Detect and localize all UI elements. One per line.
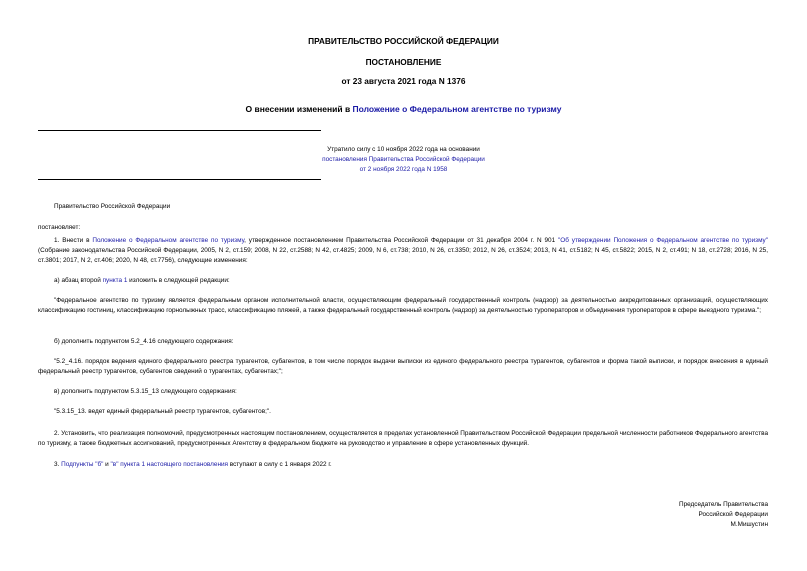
paragraph-a [38,276,768,286]
p3-text-a: 3. [54,461,62,468]
paragraph-1 [38,236,768,266]
p1-link-approval[interactable]: "Об утверждении Положения о Федеральном агентстве по туризму" [558,237,769,244]
pa-link-point1[interactable]: пункта 1 [102,277,128,284]
p1-text-a: 1. Внести в [54,237,93,244]
p3-text-b: вступают в силу с 1 января 2022 г. [228,461,332,468]
p1-link-regulation[interactable]: Положение о Федеральном агентстве по туризму [92,237,245,244]
p1-text-c: (Собрание законодательства Российской Федерации, 2005, N 2, ст.159; 2008, N 22, ст.2588; N 42, ст.4825; 2009, N 6, ст.738; 2010, N 26, ст.3350; 2012, N 26, ст.3524; 2013, N 41, ст.5182; N 45, ст.5822; 2015, N 2, ст.491; N 18, ст.2728; 2016, N 25, ст.3801; 2017, N 2, ст.406; 2020, N 48, ст.7756), следующие изменения: [38,246,768,264]
paragraph-government: Правительство Российской Федерации [54,203,171,210]
signature-position: Председатель Правительства [679,501,768,508]
quote-3: "5.3.15_13. ведет единый федеральный реестр турагентов, субагентов;". [54,408,271,415]
paragraph-3 [38,460,768,470]
divider-top [38,130,321,131]
doc-type-heading: ПОСТАНОВЛЕНИЕ [365,57,442,67]
status-line1: Утратило силу с 10 ноября 2022 года на основании [327,146,480,153]
signature-org: Российской Федерации [698,511,768,519]
status-note [0,145,807,175]
status-link-date[interactable]: от 2 ноября 2022 года N 1958 [359,166,448,173]
title-prefix: О внесении изменений в [245,104,353,114]
quote-2: "5.2_4.16. порядок ведения единого федерального реестра турагентов, субагентов, в том числе порядок выдачи выписки из единого федерального реестра турагентов, субагентов и форма такой выписки, и порядок внесения в единый федеральный реестр турагентов, субагентов сведений о турагентах, субагентах;"; [38,358,768,375]
pa-text-b: изложить в следующей редакции: [127,277,230,284]
p1-text-b: , утвержденное постановлением Правительства Российской Федерации от 31 декабря 2004 г. N 901 [244,237,559,244]
status-link-resolution[interactable]: постановления Правительства Российской Федерации [322,156,485,163]
title-link[interactable]: Положение о Федеральном агентстве по туризму [352,104,562,114]
org-heading: ПРАВИТЕЛЬСТВО РОССИЙСКОЙ ФЕДЕРАЦИИ [308,36,499,46]
paragraph-2: 2. Установить, что реализация полномочий, предусмотренных настоящим постановлением, осуществляется в пределах установленной Правительством Российской Федерации предельной численности работников Федерального агентства по туризму, а также бюджетных ассигнований, предусмотренных Агентству в федеральном бюджете на руководство и управление в сфере установленных функций. [38,430,768,447]
divider-bottom [38,179,321,180]
p3-text-and: и [103,461,111,468]
pa-text-a: а) абзац второй [54,277,103,284]
p3-link-subpoint-v[interactable]: "в" пункта 1 настоящего постановления [110,461,229,468]
signature-block [679,500,768,531]
quote-1: "Федеральное агентство по туризму является федеральным органом исполнительной власти, осуществляющим федеральный государственный контроль (надзор) за деятельностью аккредитованных организаций, осуществляющих классификацию гостиниц, классификацию горнолыжных трасс, классификацию пляжей, а также федеральный государственный контроль (надзор) за деятельностью туроператоров и объединения туроператоров в сфере выездного туризма."; [38,297,768,314]
paragraph-b: б) дополнить подпунктом 5.2_4.16 следующего содержания: [54,338,234,345]
paragraph-resolves: постановляет: [38,224,81,231]
p3-link-subpoint-b[interactable]: Подпункты "б" [61,461,104,468]
date-number-heading: от 23 августа 2021 года N 1376 [341,76,466,86]
paragraph-v: в) дополнить подпунктом 5.3.15_13 следующего содержания: [54,388,237,395]
signature-name: М.Мишустин [730,521,768,529]
document-title [0,104,807,114]
